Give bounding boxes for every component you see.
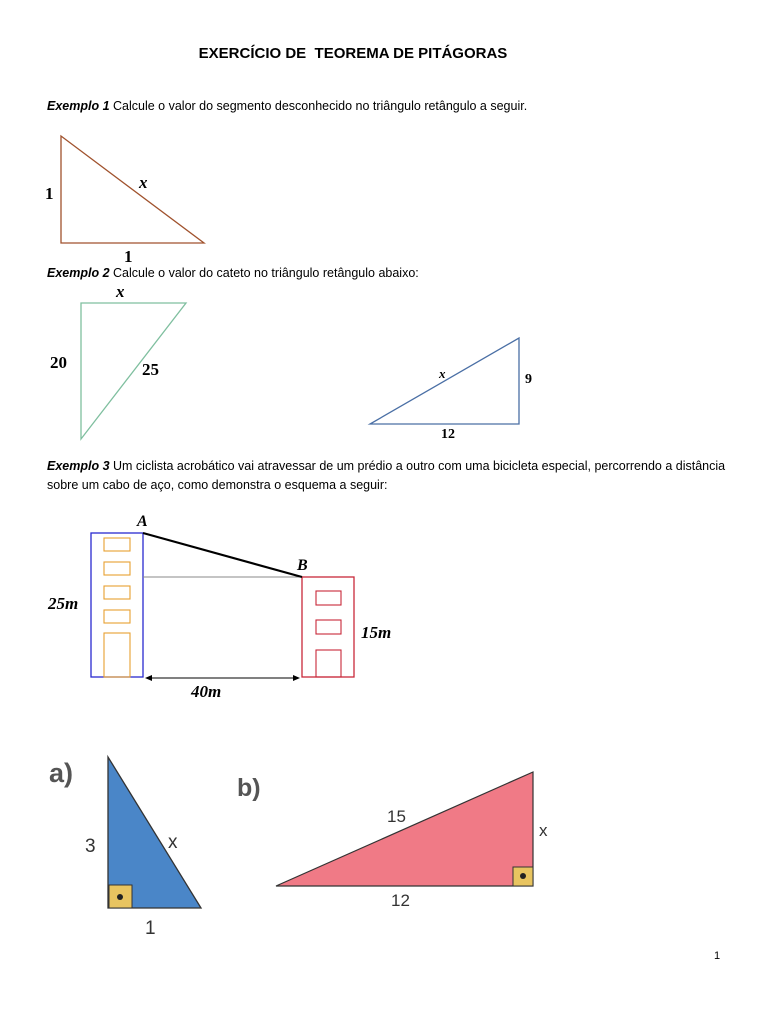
building-b-windows <box>316 591 341 677</box>
door <box>316 650 341 677</box>
building-b <box>302 577 354 677</box>
triangle-a-base-label: 1 <box>145 918 156 939</box>
height-b-label: 15m <box>361 623 392 642</box>
triangle-a-letter: a) <box>49 758 74 788</box>
height-a-label: 25m <box>48 594 79 613</box>
triangle-2b-base-label: 12 <box>441 427 455 442</box>
triangle-2b-hyp-label: x <box>439 366 446 381</box>
buildings-diagram <box>47 513 391 701</box>
window <box>104 586 130 599</box>
exemplo-2-label: Exemplo 2 <box>47 266 110 280</box>
exemplo-2-text: Calcule o valor do cateto no triângulo retângulo abaixo: <box>109 266 419 280</box>
triangle-b-letter: b) <box>237 774 261 802</box>
distance-label: 40m <box>191 682 222 701</box>
triangle-b-shape <box>276 772 533 886</box>
triangle-1-shape <box>61 136 204 243</box>
triangle-2a-shape <box>81 303 186 439</box>
triangle-2b <box>370 338 532 442</box>
right-angle-dot <box>520 873 526 879</box>
window <box>104 562 130 575</box>
point-b-label: B <box>297 557 308 574</box>
exemplo-1-text: Calcule o valor do segmento desconhecido no triângulo retângulo a seguir. <box>109 99 528 113</box>
window <box>316 591 341 605</box>
triangle-a-leg-label: 3 <box>85 836 96 857</box>
triangle-2b-shape <box>370 338 519 424</box>
triangle-1 <box>45 136 204 266</box>
triangle-1-leg-label: 1 <box>45 184 54 203</box>
triangle-b-hyp-label: 15 <box>387 807 406 826</box>
triangle-b-base-label: 12 <box>391 891 410 910</box>
triangle-1-hyp-label: x <box>139 173 148 192</box>
triangle-2a-leg-label: 20 <box>50 353 67 372</box>
exemplo-3-text: Um ciclista acrobático vai atravessar de um prédio a outro com uma bicicleta especial, percorrendo a distância sobre um cabo de aço, como demonstra o esquema a seguir: <box>47 459 726 492</box>
window <box>104 610 130 623</box>
right-angle-dot <box>117 894 123 900</box>
window <box>104 538 130 551</box>
point-a-label: A <box>137 513 148 530</box>
triangle-1-base-label: 1 <box>124 247 133 266</box>
building-a <box>91 533 143 677</box>
door <box>104 633 130 677</box>
building-a-windows <box>104 538 130 677</box>
triangle-b-leg-label: x <box>539 821 548 840</box>
window <box>316 620 341 634</box>
triangle-a-hyp-label: x <box>168 832 178 853</box>
steel-cable <box>143 533 302 577</box>
triangle-2a-top-label: x <box>116 282 125 301</box>
triangle-2a <box>50 282 186 439</box>
exemplo-1-label: Exemplo 1 <box>47 99 110 113</box>
triangle-b <box>237 772 548 910</box>
arrow-head-right <box>293 675 300 681</box>
triangle-2a-hyp-label: 25 <box>142 360 159 379</box>
triangle-2b-leg-label: 9 <box>525 372 532 387</box>
page-title: EXERCÍCIO DE TEOREMA DE PITÁGORAS <box>198 45 508 62</box>
exemplo-3-label: Exemplo 3 <box>47 459 110 473</box>
arrow-head-left <box>145 675 152 681</box>
triangle-a <box>49 757 201 939</box>
page-number: 1 <box>714 950 721 962</box>
